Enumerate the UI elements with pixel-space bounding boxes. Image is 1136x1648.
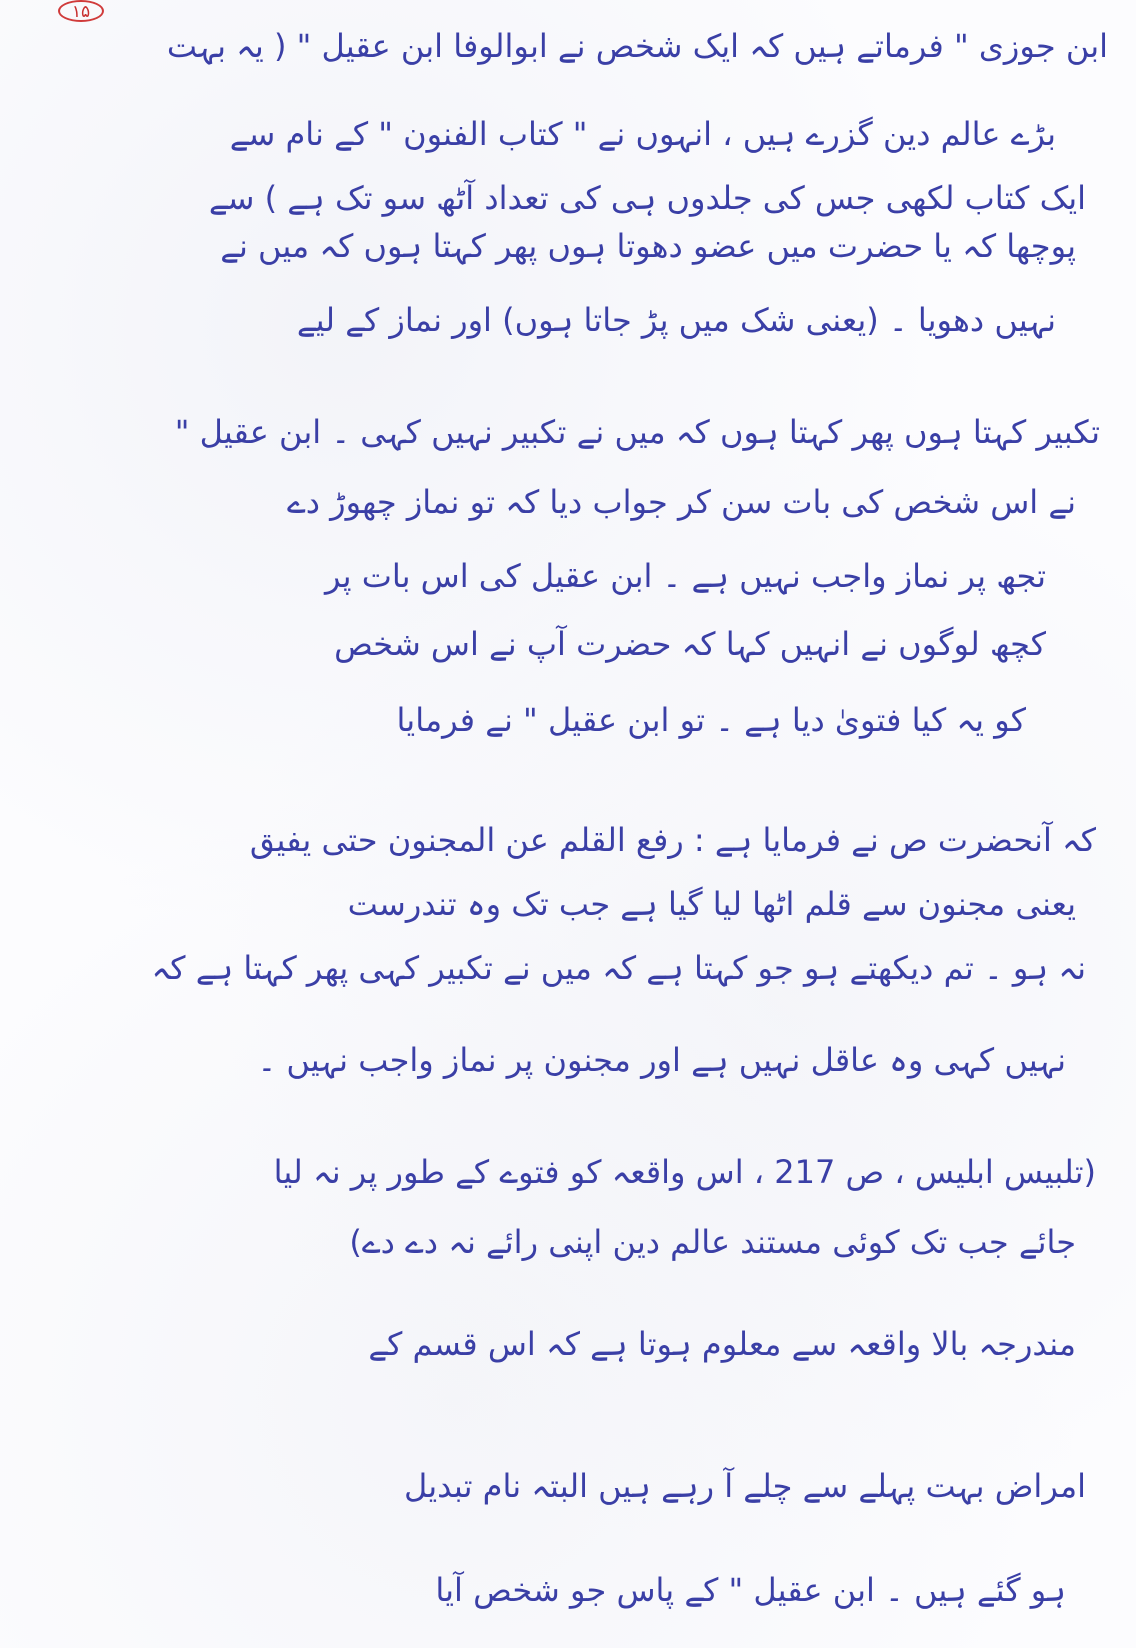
text-line-17: مندرجہ بالا واقعہ سے معلوم ہوتا ہے کہ اس قسم کے [368, 1325, 1076, 1363]
text-line-2: بڑے عالم دین گزرے ہیں ، انہوں نے " کتاب الفنون " کے نام سے [229, 115, 1056, 153]
text-line-4: پوچھا کہ یا حضرت میں عضو دھوتا ہوں پھر کہتا ہوں کہ میں نے [220, 227, 1076, 265]
text-line-13: نہ ہو ۔ تم دیکھتے ہو جو کہتا ہے کہ میں نے تکبیر کہی پھر کہتا ہے کہ [151, 949, 1086, 987]
text-line-3: ایک کتاب لکھی جس کی جلدوں ہی کی تعداد آٹھ سو تک ہے ) سے [208, 179, 1086, 217]
page-number: ۱۵ [58, 0, 104, 22]
text-line-10: کو یہ کیا فتویٰ دیا ہے ۔ تو ابن عقیل " نے فرمایا [396, 701, 1026, 739]
text-line-14: نہیں کہی وہ عاقل نہیں ہے اور مجنون پر نماز واجب نہیں ۔ [257, 1041, 1066, 1079]
text-line-15: (تلبیس ابلیس ، ص 217 ، اس واقعہ کو فتوے کے طور پر نہ لیا [273, 1153, 1096, 1191]
text-line-6: تکبیر کہتا ہوں پھر کہتا ہوں کہ میں نے تکبیر نہیں کہی ۔ ابن عقیل " [174, 413, 1100, 451]
text-line-8: تجھ پر نماز واجب نہیں ہے ۔ ابن عقیل کی اس بات پر [324, 557, 1046, 595]
text-line-12: یعنی مجنون سے قلم اٹھا لیا گیا ہے جب تک وہ تندرست [347, 885, 1076, 923]
text-line-9: کچھ لوگوں نے انہیں کہا کہ حضرت آپ نے اس شخص [334, 625, 1046, 663]
text-line-5: نہیں دھویا ۔ (یعنی شک میں پڑ جاتا ہوں) اور نماز کے لیے [296, 301, 1056, 339]
text-line-19: ہو گئے ہیں ۔ ابن عقیل " کے پاس جو شخص آیا [435, 1571, 1066, 1609]
text-line-7: نے اس شخص کی بات سن کر جواب دیا کہ تو نماز چھوڑ دے [286, 483, 1076, 521]
text-line-1: ابن جوزی " فرماتے ہیں کہ ایک شخص نے ابوالوفا ابن عقیل " ( یہ بہت [166, 27, 1108, 65]
text-line-18: امراض بہت پہلے سے چلے آ رہے ہیں البتہ نام تبدیل [403, 1467, 1086, 1505]
text-line-16: جائے جب تک کوئی مستند عالم دین اپنی رائے نہ دے دے) [349, 1223, 1076, 1261]
text-line-11: کہ آنحضرت ص نے فرمایا ہے : رفع القلم عن المجنون حتی یفیق [249, 821, 1096, 859]
